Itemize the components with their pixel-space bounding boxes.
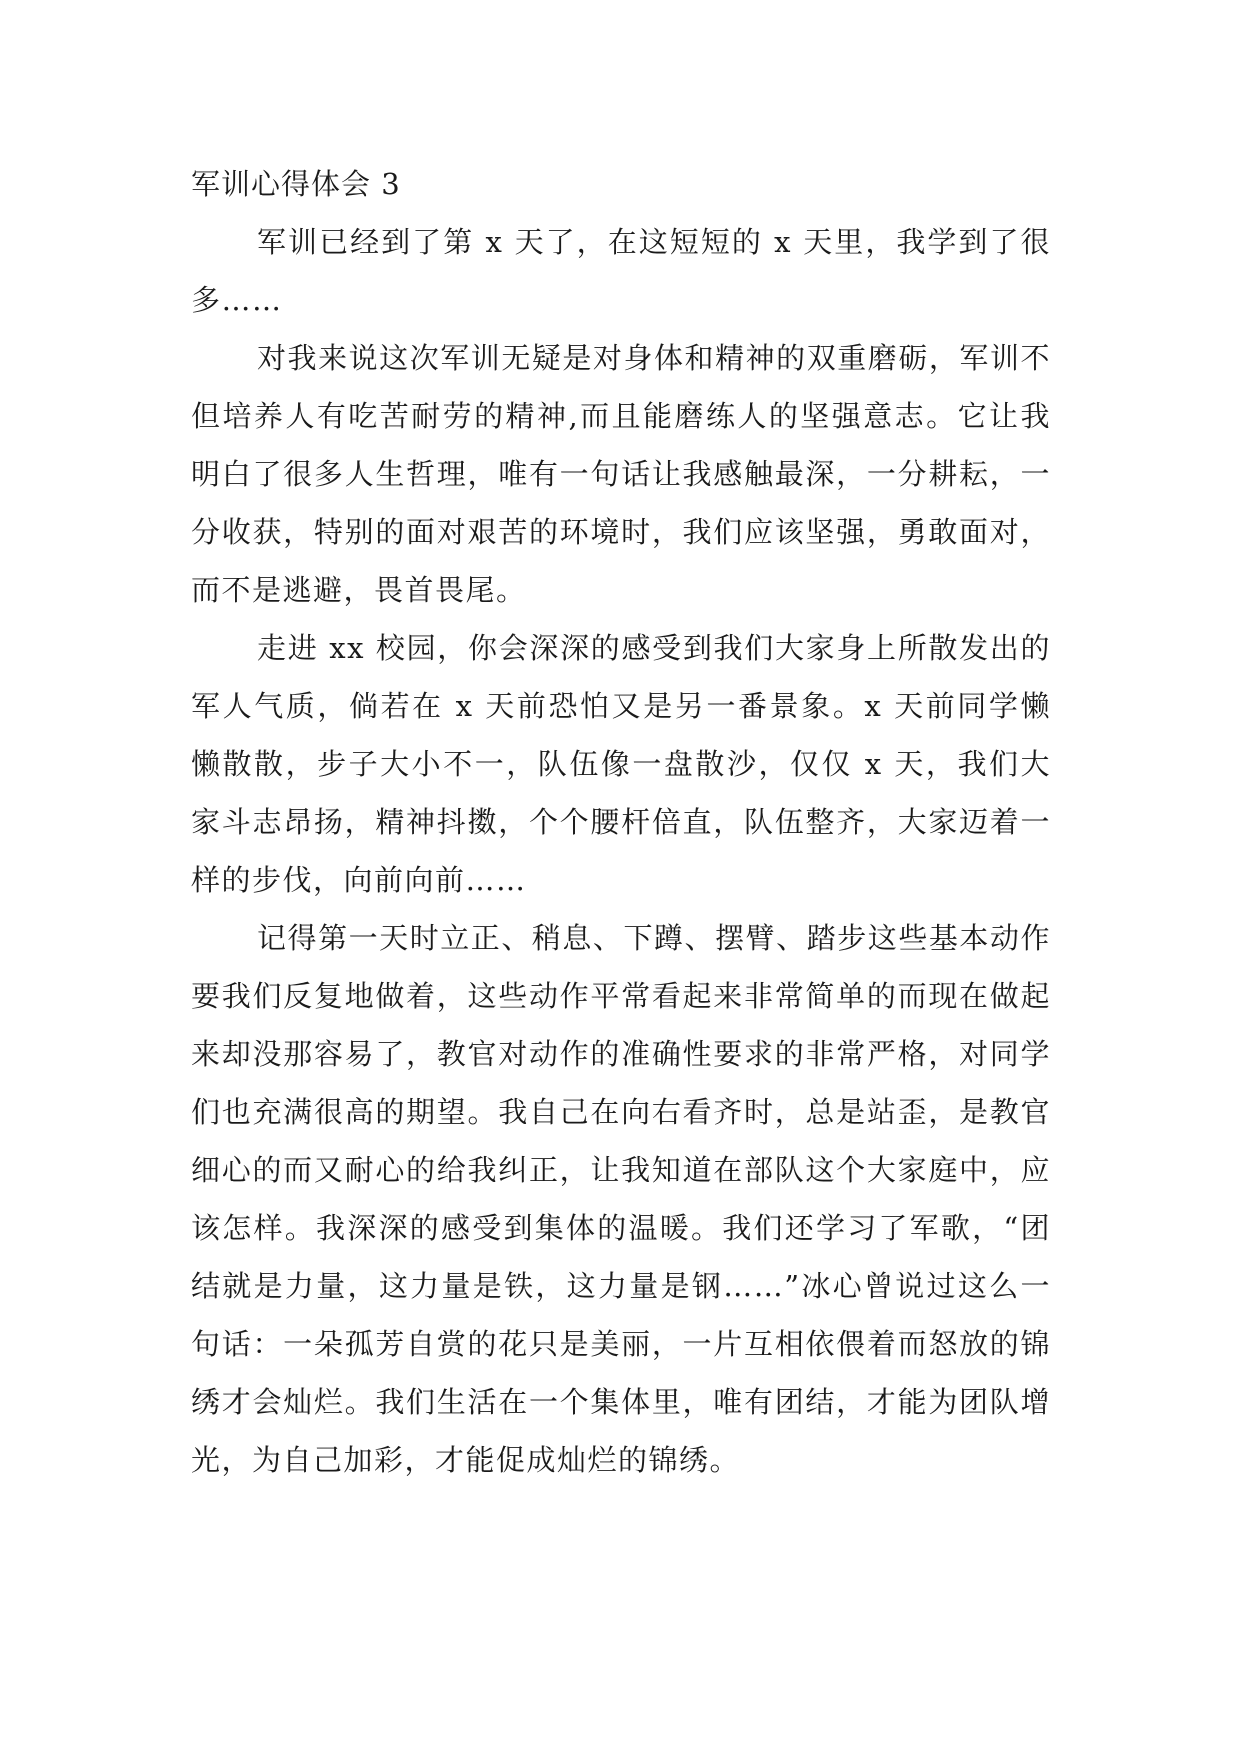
- paragraph-4: 记得第一天时立正、稍息、下蹲、摆臂、踏步这些基本动作要我们反复地做着，这些动作平常看起来非常简单的而现在做起来却没那容易了，教官对动作的准确性要求的非常严格，对同学们也充满很高的期望。我自己在向右看齐时，总是站歪，是教官细心的而又耐心的给我纠正，让我知道在部队这个大家庭中，应该怎样。我深深的感受到集体的温暖。我们还学习了军歌，“团结就是力量，这力量是铁，这力量是钢……”冰心曾说过这么一句话：一朵孤芳自赏的花只是美丽，一片互相依偎着而怒放的锦绣才会灿烂。我们生活在一个集体里，唯有团结，才能为团队增光，为自己加彩，才能促成灿烂的锦绣。: [191, 921, 1051, 1477]
- paragraph-3: 走进 xx 校园，你会深深的感受到我们大家身上所散发出的军人气质，倘若在 x 天前恐怕又是另一番景象。x 天前同学懒懒散散，步子大小不一，队伍像一盘散沙，仅仅 x 天，我们大家斗志昂扬，精神抖擞，个个腰杆倍直，队伍整齐，大家迈着一样的步伐，向前向前……: [191, 631, 1051, 897]
- paragraph-2: 对我来说这次军训无疑是对身体和精神的双重磨砺，军训不但培养人有吃苦耐劳的精神,而且能磨练人的坚强意志。它让我明白了很多人生哲理，唯有一句话让我感触最深，一分耕耘，一分收获，特别的面对艰苦的环境时，我们应该坚强，勇敢面对，而不是逃避，畏首畏尾。: [191, 341, 1051, 607]
- document-page: [191, 155, 1051, 1489]
- document-title: 军训心得体会 3: [191, 167, 401, 201]
- paragraph-1: 军训已经到了第 x 天了，在这短短的 x 天里，我学到了很多……: [191, 225, 1051, 317]
